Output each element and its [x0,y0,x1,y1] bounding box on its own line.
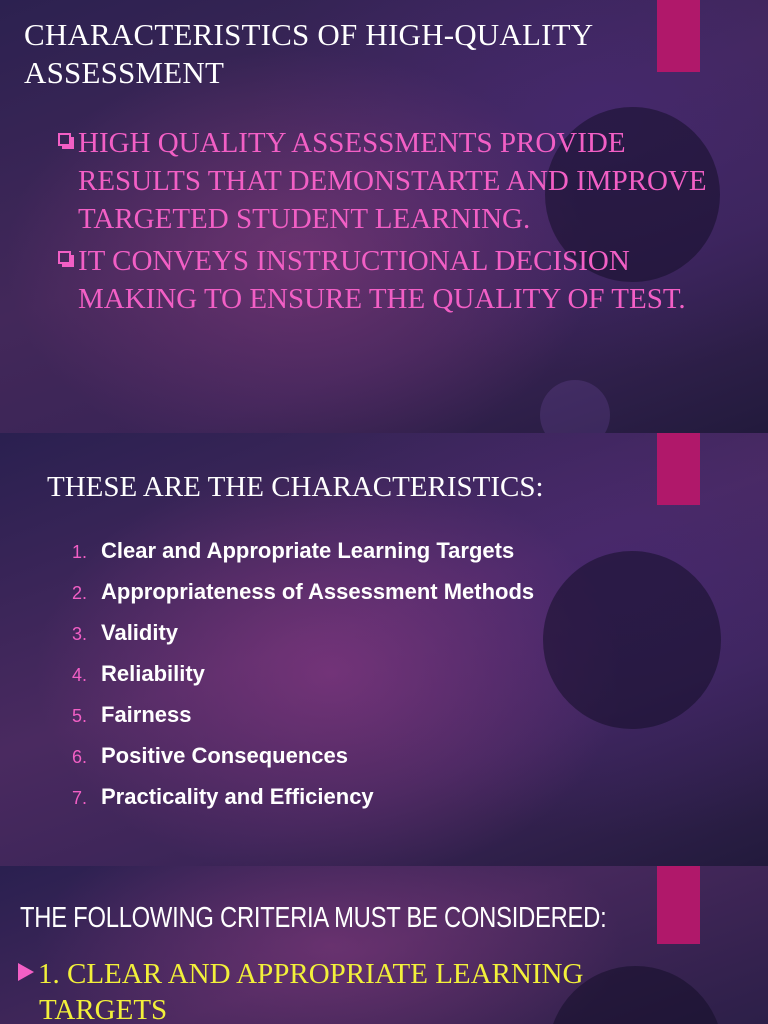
accent-bar [657,0,700,72]
bullet-text: IT CONVEYS INSTRUCTIONAL DECISION MAKING TO ENSURE THE QUALITY OF TEST. [78,245,686,315]
list-number: 1. [72,542,88,562]
list-number: 3. [72,624,88,644]
criteria-text-line-2: TARGETS [39,994,168,1024]
list-item [72,695,534,736]
list-item [72,736,534,777]
list-item [72,654,534,695]
list-number: 7. [72,788,88,808]
slide-title [24,16,593,92]
list-label: Clear and Appropriate Learning Targets [101,538,515,563]
background-glow [540,380,610,433]
triangle-bullet-icon [18,963,34,981]
characteristics-list [72,531,534,818]
list-label: Appropriateness of Assessment Methods [101,579,535,604]
checkbox-bullet-icon [58,251,71,264]
accent-bar [657,433,700,505]
list-label: Fairness [101,702,192,727]
slide-title: THE FOLLOWING CRITERIA MUST BE CONSIDERED: [20,902,607,934]
title-line-1: CHARACTERISTICS OF HIGH-QUALITY [24,17,594,52]
list-label: Positive Consequences [101,743,348,768]
slide-2 [0,433,768,866]
list-number: 4. [72,665,88,685]
title-line-2: ASSESSMENT [24,55,225,90]
list-label: Reliability [101,661,205,686]
list-label: Practicality and Efficiency [101,784,374,809]
bullet-item [58,124,738,238]
bullet-list [58,124,738,322]
list-item [72,572,534,613]
list-number: 5. [72,706,88,726]
background-bokeh-circle [543,551,721,729]
slide-3 [0,866,768,1024]
checkbox-bullet-icon [58,133,71,146]
list-label: Validity [101,620,179,645]
criteria-text-line-1: 1. CLEAR AND APPROPRIATE LEARNING [38,958,584,990]
list-number: 6. [72,747,88,767]
accent-bar [657,866,700,944]
criteria-bullet [18,956,718,1024]
list-item [72,531,534,572]
slide-title: THESE ARE THE CHARACTERISTICS: [47,471,544,503]
list-item [72,777,534,818]
list-item [72,613,534,654]
list-number: 2. [72,583,88,603]
bullet-text: HIGH QUALITY ASSESSMENTS PROVIDE RESULTS THAT DEMONSTARTE AND IMPROVE TARGETED STUDENT LEARNING. [78,127,707,235]
bullet-item [58,242,738,318]
slide-1 [0,0,768,433]
